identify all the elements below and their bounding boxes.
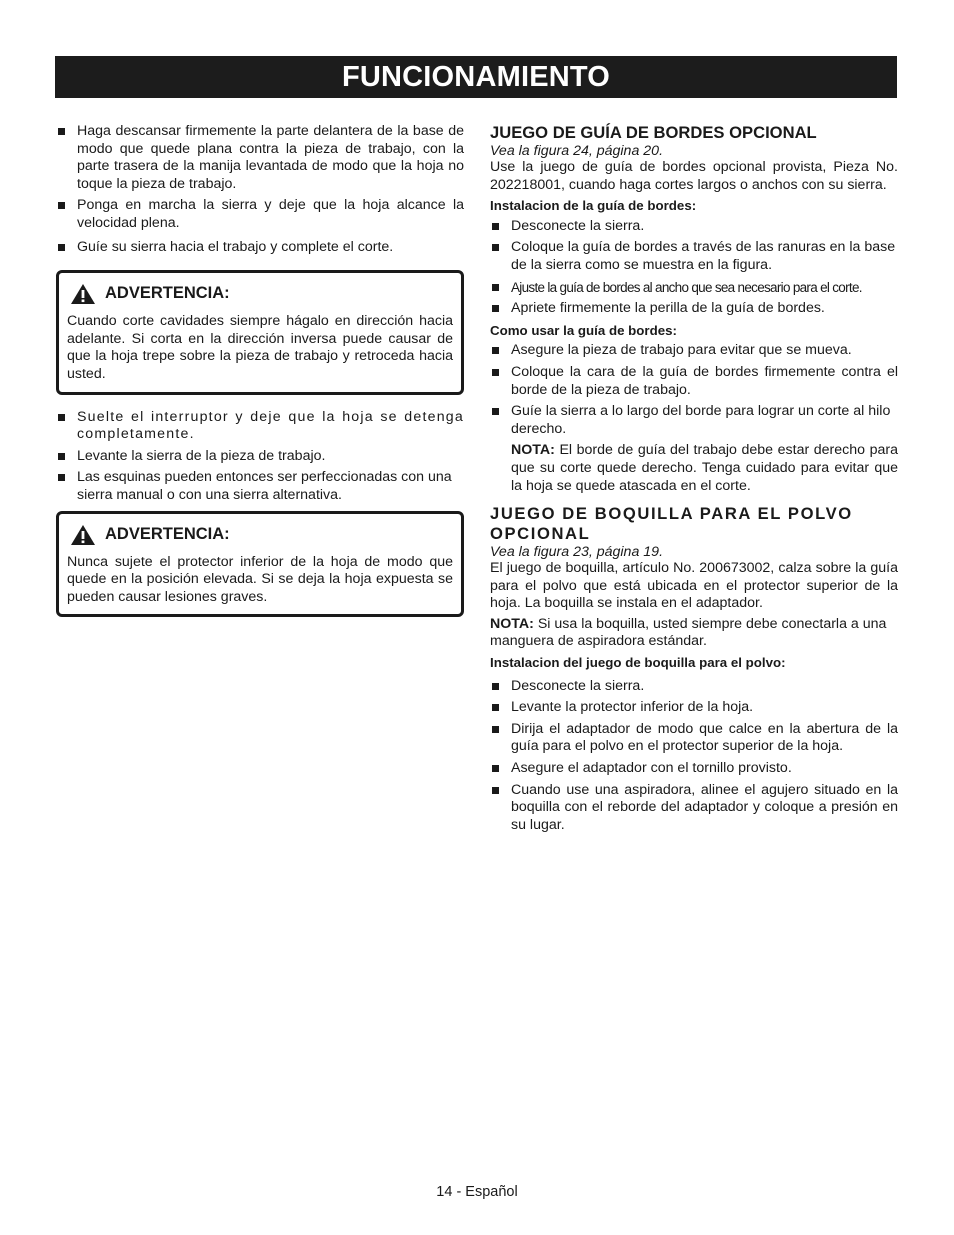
bullet-square-icon xyxy=(492,284,499,291)
bullet-square-icon xyxy=(58,414,65,421)
warning-box xyxy=(56,511,464,618)
bullet-square-icon xyxy=(492,305,499,312)
list-item: Asegure el adaptador con el tornillo provisto. xyxy=(490,760,898,778)
warning-triangle-icon xyxy=(70,283,96,305)
bullet-square-icon xyxy=(58,453,65,460)
list-item: Guíe la sierra a lo largo del borde para lograr un corte al hilo derecho. xyxy=(490,403,898,438)
bullet-square-icon xyxy=(492,244,499,251)
list-item: Guíe su sierra hacia el trabajo y complete el corte. xyxy=(56,239,464,257)
bullet-square-icon xyxy=(492,726,499,733)
edge-guide-install-subheading: Instalacion de la guía de bordes: xyxy=(490,198,697,214)
list-item: Dirija el adaptador de modo que calce en la abertura de la guía para el polvo en el protector superior de la hoja. xyxy=(490,721,898,756)
list-item: Coloque la guía de bordes a través de las ranuras en la base de la sierra como se muestra en la figura. xyxy=(490,239,898,274)
list-item: Apriete firmemente la perilla de la guía de bordes. xyxy=(490,300,898,318)
list-item: Ajuste la guía de bordes al ancho que sea necesario para el corte. xyxy=(490,279,898,297)
dust-nozzle-install-list xyxy=(490,678,898,835)
list-item: Levante la sierra de la pieza de trabajo. xyxy=(56,448,464,466)
dust-nozzle-intro: El juego de boquilla, artículo No. 200673002, calza sobre la guía para el polvo que está ubicada en el protector superior de la hoja. La boquilla se instala en el adaptador. xyxy=(490,560,898,612)
edge-guide-install-list xyxy=(490,218,898,318)
edge-guide-intro: Use la juego de guía de bordes opcional provista, Pieza No. 202218001, cuando haga cortes largos o anchos con su sierra. xyxy=(490,159,898,193)
dust-nozzle-figure-ref: Vea la figura 23, página 19. xyxy=(490,544,664,561)
warning-heading: ADVERTENCIA: xyxy=(70,283,453,305)
bullet-square-icon xyxy=(492,683,499,690)
bullet-square-icon xyxy=(58,244,65,251)
dust-nozzle-install-subheading: Instalacion del juego de boquilla para el polvo: xyxy=(490,655,786,671)
edge-guide-use-subheading: Como usar la guía de bordes: xyxy=(490,322,677,338)
list-item: Ponga en marcha la sierra y deje que la hoja alcance la velocidad plena. xyxy=(56,197,464,232)
bullet-square-icon xyxy=(492,223,499,230)
page-title: FUNCIONAMIENTO xyxy=(341,60,611,93)
list-item: Asegure la pieza de trabajo para evitar que se mueva. xyxy=(490,342,898,360)
list-item: Haga descansar firmemente la parte delantera de la base de modo que quede plana contra la pieza de trabajo, con la parte trasera de la manija levantada de modo que la hoja no toque la pieza de trabajo. xyxy=(56,123,464,193)
warning-text: Nunca sujete el protector inferior de la hoja de modo que quede en la posición elevada. Si se deja la hoja expuesta se pueden causar lesiones graves. xyxy=(67,553,453,605)
bullet-square-icon xyxy=(492,765,499,772)
page-header xyxy=(55,56,897,98)
edge-guide-heading: JUEGO DE GUÍA DE BORDES OPCIONAL xyxy=(490,123,817,142)
list-item: Desconecte la sierra. xyxy=(490,218,898,236)
bullet-square-icon xyxy=(492,704,499,711)
page-number: 14 - Español xyxy=(436,1184,518,1200)
operation-steps-list xyxy=(56,123,464,256)
bullet-square-icon xyxy=(58,202,65,209)
bullet-square-icon xyxy=(492,347,499,354)
list-item: Cuando use una aspiradora, alinee el agujero situado en la boquilla con el reborde del adaptador y coloque a presión en su lugar. xyxy=(490,782,898,835)
list-item: Las esquinas pueden entonces ser perfeccionadas con una sierra manual o con una sierra alternativa. xyxy=(56,469,464,504)
bullet-square-icon xyxy=(492,787,499,794)
edge-guide-use-list xyxy=(490,342,898,438)
edge-guide-figure-ref: Vea la figura 24, página 20. xyxy=(490,143,664,159)
finish-steps-list xyxy=(56,409,464,505)
dust-nozzle-heading: JUEGO DE BOQUILLA PARA EL POLVO OPCIONAL xyxy=(490,504,853,544)
list-item: Desconecte la sierra. xyxy=(490,678,898,696)
warning-heading: ADVERTENCIA: xyxy=(70,524,453,546)
right-column xyxy=(490,123,898,838)
list-item: Levante la protector inferior de la hoja. xyxy=(490,699,898,717)
warning-text: Cuando corte cavidades siempre hágalo en dirección hacia adelante. Si corta en la dirección inversa puede causar de que la hoja trepe sobre la pieza de trabajo y retroceda hacia usted. xyxy=(67,313,453,382)
dust-section xyxy=(490,504,898,834)
warning-triangle-icon xyxy=(70,524,96,546)
bullet-square-icon xyxy=(58,128,65,135)
bullet-square-icon xyxy=(58,474,65,481)
bullet-square-icon xyxy=(492,408,499,415)
left-column xyxy=(56,123,464,631)
warning-box xyxy=(56,270,464,394)
list-item: Coloque la cara de la guía de bordes firmemente contra el borde de la pieza de trabajo. xyxy=(490,364,898,399)
dust-nozzle-note: NOTA: Si usa la boquilla, usted siempre debe conectarla a una manguera de aspiradora estándar. xyxy=(490,615,887,650)
bullet-square-icon xyxy=(492,369,499,376)
edge-guide-note: NOTA: El borde de guía del trabajo debe estar derecho para que su corte quede derecho. Tenga cuidado para evitar que la hoja se quede atascada en el corte. xyxy=(511,442,898,494)
list-item: Suelte el interruptor y deje que la hoja se detenga completamente. xyxy=(56,409,464,444)
